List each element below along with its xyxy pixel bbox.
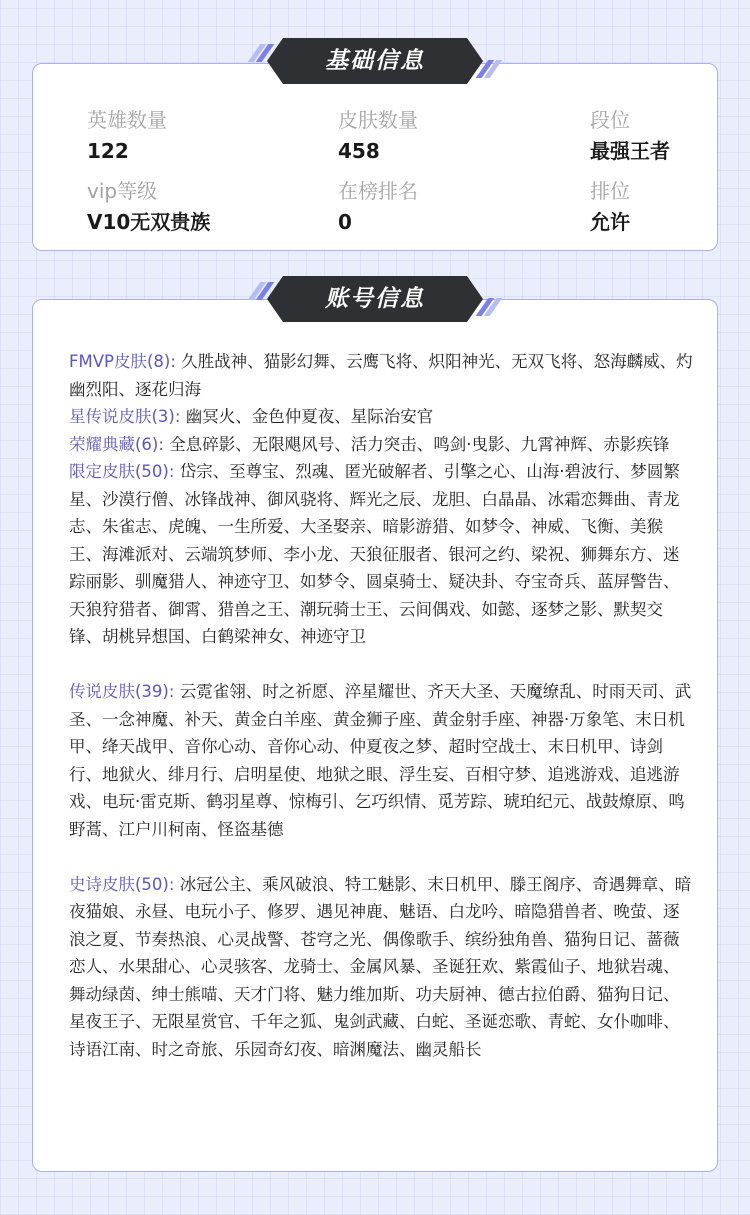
skin-category-label: 荣耀典藏(6): xyxy=(69,434,164,454)
skin-section-fmvp xyxy=(69,348,693,403)
field-leaderboard-rank xyxy=(338,178,578,235)
skin-section-limited xyxy=(69,458,693,651)
skin-section-epic xyxy=(69,871,693,1064)
field-ranked-allowed xyxy=(590,178,710,235)
skin-category-items: 久胜战神、猫影幻舞、云鹰飞将、炽阳神光、无双飞将、怒海麟威、灼幽烈阳、逐花归海 xyxy=(69,352,693,399)
field-label: 排位 xyxy=(590,179,630,203)
skin-category-items: 冰冠公主、乘风破浪、特工魅影、末日机甲、滕王阁序、奇遇舞章、暗夜猫娘、永昼、电玩小子、修罗、遇见神鹿、魅语、白龙吟、暗隐猎兽者、晚萤、逐浪之夏、节奏热浪、心灵战警、苍穹之光、偶像歌手、缤纷独角兽、猫狗日记、蔷薇恋人、水果甜心、心灵骇客、龙骑士、金属风暴、圣诞狂欢、紫霞仙子、地狱岩魂、舞动绿茵、绅士熊喵、天才门将、魅力维加斯、功夫厨神、德古拉伯爵、猫狗日记、星夜王子、无限星赏官、千年之狐、鬼剑武藏、白蛇、圣诞恋歌、青蛇、女仆咖啡、诗语江南、时之奇旅、乐园奇幻夜、暗渊魔法、幽灵船长 xyxy=(69,874,692,1059)
skin-category-label: 传说皮肤(39): xyxy=(69,682,175,701)
basic-info-card xyxy=(32,63,718,251)
field-skin-count xyxy=(338,107,578,164)
skin-category-label: 史诗皮肤(50): xyxy=(69,874,175,894)
skin-section-star-legend xyxy=(69,403,693,431)
field-label: 皮肤数量 xyxy=(338,108,418,132)
field-label: 在榜排名 xyxy=(338,179,418,203)
skin-category-items: 岱宗、至尊宝、烈魂、匿光破解者、引擎之心、山海·碧波行、梦圆繁星、沙漠行僧、冰锋战神、御风骁将、辉光之辰、龙胆、白晶晶、冰霜恋舞曲、青龙志、朱雀志、虎魄、一生所爱、大圣娶亲、暗影游猎、如梦令、神威、飞衡、美猴王、海滩派对、云端筑梦师、李小龙、天狼征服者、银河之约、梁祝、狮舞东方、迷踪丽影、驯魔猎人、神迹守卫、如梦令、圆桌骑士、疑决卦、夺宝奇兵、蓝屏警告、天狼狩猎者、御霄、猎兽之王、潮玩骑士王、云间偶戏、如懿、逐梦之影、默契交锋、胡桃异想国、白鹤梁神女、神迹守卫 xyxy=(69,462,680,646)
skin-section-glory-collection xyxy=(69,431,693,459)
skin-section-legend xyxy=(69,678,693,843)
skin-category-label: 限定皮肤(50): xyxy=(69,462,175,481)
field-rank-tier xyxy=(590,107,710,164)
account-info-card xyxy=(32,299,718,1172)
skin-category-items: 云霓雀翎、时之祈愿、淬星耀世、齐天大圣、天魔缭乱、时雨天司、武圣、一念神魔、补天、黄金白羊座、黄金狮子座、黄金射手座、神器·万象笔、末日机甲、绛天战甲、音你心动、音你心动、仲夏夜之梦、超时空战士、末日机甲、诗剑行、地狱火、绯月行、启明星使、地狱之眼、浮生妄、百相守梦、追逃游戏、追逃游戏、电玩·雷克斯、鹤羽星尊、惊梅引、乞巧织情、觅芳踪、琥珀纪元、战鼓燎原、鸣野蒿、江户川柯南、怪盗基德 xyxy=(69,682,692,839)
account-info-banner xyxy=(250,276,500,322)
field-value: 122 xyxy=(87,139,129,163)
field-label: vip等级 xyxy=(87,179,158,203)
section-title: 基础信息 xyxy=(325,48,425,74)
skin-list xyxy=(69,348,693,1063)
field-vip-level xyxy=(87,178,327,235)
skin-category-label: FMVP皮肤(8): xyxy=(69,352,176,371)
field-label: 段位 xyxy=(590,108,630,132)
skin-category-items: 幽冥火、金色仲夏夜、星际治安官 xyxy=(185,407,434,426)
skin-category-items: 全息碎影、无限飓风号、活力突击、鸣剑·曳影、九霄神辉、赤影疾锋 xyxy=(169,434,670,454)
field-value: 最强王者 xyxy=(590,139,670,163)
field-value: 0 xyxy=(338,210,352,234)
field-value: 458 xyxy=(338,139,380,163)
skin-category-label: 星传说皮肤(3): xyxy=(69,407,181,426)
field-value: V10无双贵族 xyxy=(87,210,211,234)
section-title: 账号信息 xyxy=(325,286,425,312)
basic-info-banner xyxy=(250,38,500,84)
field-hero-count xyxy=(87,107,327,164)
field-value: 允许 xyxy=(590,210,630,234)
field-label: 英雄数量 xyxy=(87,108,167,132)
